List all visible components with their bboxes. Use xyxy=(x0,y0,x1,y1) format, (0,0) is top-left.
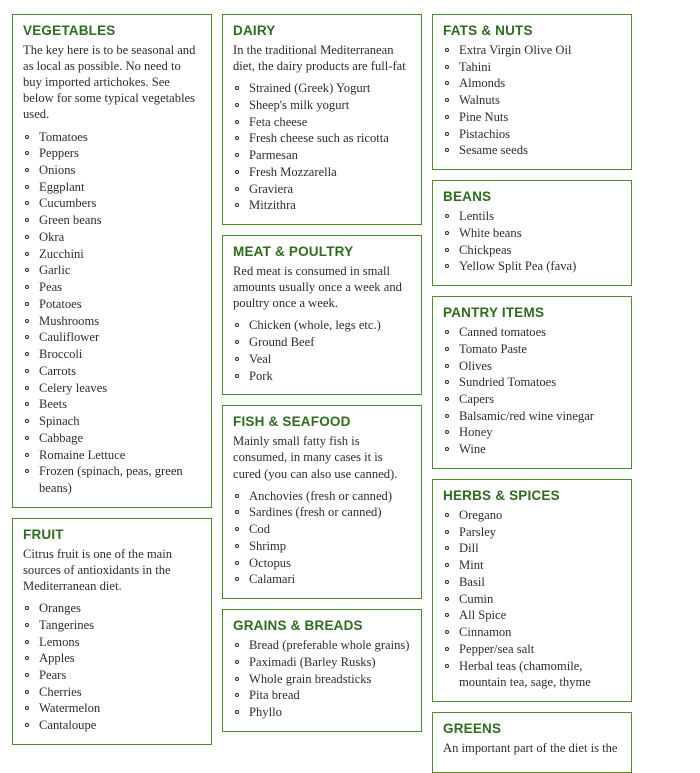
list-item: Canned tomatoes xyxy=(443,324,621,341)
section-title: MEAT & POULTRY xyxy=(233,244,354,260)
section-list xyxy=(443,507,621,691)
list-item: Watermelon xyxy=(23,700,201,717)
list-item: Okra xyxy=(23,229,201,246)
list-item: Parmesan xyxy=(233,147,411,164)
list-item: Fresh cheese such as ricotta xyxy=(233,130,411,147)
list-item: Carrots xyxy=(23,363,201,380)
list-item: Zucchini xyxy=(23,246,201,263)
list-item: Tomato Paste xyxy=(443,341,621,358)
list-item: Pita bread xyxy=(233,687,411,704)
list-item: Oregano xyxy=(443,507,621,524)
list-item: Pears xyxy=(23,667,201,684)
list-item: Dill xyxy=(443,540,621,557)
section-list xyxy=(23,600,201,734)
section-pantry-items xyxy=(432,296,632,469)
list-item: Shrimp xyxy=(233,538,411,555)
list-item: Tahini xyxy=(443,59,621,76)
section-beans xyxy=(432,180,632,286)
section-title: DAIRY xyxy=(233,23,276,38)
list-item: Capers xyxy=(443,391,621,408)
column-3 xyxy=(432,14,632,756)
list-item: Pine Nuts xyxy=(443,109,621,126)
section-meat-poultry xyxy=(222,235,422,395)
section-title: FISH & SEAFOOD xyxy=(233,414,351,430)
list-item: Olives xyxy=(443,358,621,375)
list-item: Cinnamon xyxy=(443,624,621,641)
list-item: Anchovies (fresh or canned) xyxy=(233,488,411,505)
column-1 xyxy=(12,14,212,733)
list-item: Potatoes xyxy=(23,296,201,313)
list-item: Calamari xyxy=(233,571,411,588)
list-item: Whole grain breadsticks xyxy=(233,671,411,688)
section-title: FRUIT xyxy=(23,526,64,542)
list-item: Honey xyxy=(443,424,621,441)
list-item: Spinach xyxy=(23,413,201,430)
list-item: Almonds xyxy=(443,75,621,92)
list-item: Ground Beef xyxy=(233,334,411,351)
list-item: Extra Virgin Olive Oil xyxy=(443,42,621,59)
section-title: GRAINS & BREADS xyxy=(233,618,363,634)
list-item: Peppers xyxy=(23,145,201,162)
section-list xyxy=(233,637,411,721)
section-grains-breads xyxy=(222,609,422,732)
section-intro: In the traditional Mediterranean diet, the dairy products are full-fat xyxy=(233,43,406,74)
section-title: BEANS xyxy=(443,189,492,205)
list-item: Tomatoes xyxy=(23,129,201,146)
list-item: Oranges xyxy=(23,600,201,617)
list-item: Eggplant xyxy=(23,179,201,196)
list-item: Parsley xyxy=(443,524,621,541)
list-item: Green beans xyxy=(23,212,201,229)
section-list xyxy=(233,80,411,214)
section-dairy xyxy=(222,14,422,225)
list-item: Pistachios xyxy=(443,126,621,143)
section-fruit xyxy=(12,518,212,745)
list-item: Pork xyxy=(233,368,411,385)
list-item: Mitzithra xyxy=(233,197,411,214)
section-title: PANTRY ITEMS xyxy=(443,305,545,321)
list-item: Paximadi (Barley Rusks) xyxy=(233,654,411,671)
list-item: Wine xyxy=(443,441,621,458)
list-item: Mushrooms xyxy=(23,313,201,330)
section-herbs-spices xyxy=(432,479,632,702)
list-item: Broccoli xyxy=(23,346,201,363)
list-item: Apples xyxy=(23,650,201,667)
list-item: Fresh Mozzarella xyxy=(233,164,411,181)
list-item: Cauliflower xyxy=(23,329,201,346)
column-2 xyxy=(222,14,422,720)
list-item: Cod xyxy=(233,521,411,538)
list-item: Onions xyxy=(23,162,201,179)
list-item: Herbal teas (chamomile, mountain tea, sage, thyme xyxy=(443,658,621,691)
list-item: Lentils xyxy=(443,208,621,225)
list-item: Chickpeas xyxy=(443,242,621,259)
section-greens xyxy=(432,712,632,773)
list-item: Beets xyxy=(23,396,201,413)
section-intro: The key here is to be seasonal and as local as possible. No need to buy imported artichokes. See below for some typical vegetables used. xyxy=(23,43,196,122)
list-item: Mint xyxy=(443,557,621,574)
list-item: Cucumbers xyxy=(23,195,201,212)
list-item: Phyllo xyxy=(233,704,411,721)
list-item: Octopus xyxy=(233,555,411,572)
section-title: VEGETABLES xyxy=(23,23,116,38)
section-list xyxy=(233,488,411,588)
list-item: Veal xyxy=(233,351,411,368)
section-intro: An important part of the diet is the xyxy=(443,741,618,756)
list-item: Romaine Lettuce xyxy=(23,447,201,464)
list-item: Sheep's milk yogurt xyxy=(233,97,411,114)
section-intro: Red meat is consumed in small amounts usually once a week and poultry once a week. xyxy=(233,264,402,311)
list-item: Peas xyxy=(23,279,201,296)
list-item: All Spice xyxy=(443,607,621,624)
section-list xyxy=(23,129,201,497)
list-item: Walnuts xyxy=(443,92,621,109)
section-vegetables xyxy=(12,14,212,508)
list-item: Graviera xyxy=(233,181,411,198)
list-item: Yellow Split Pea (fava) xyxy=(443,258,621,275)
section-list xyxy=(443,208,621,275)
list-item: Cabbage xyxy=(23,430,201,447)
list-item: White beans xyxy=(443,225,621,242)
section-title: GREENS xyxy=(443,721,502,737)
list-item: Garlic xyxy=(23,262,201,279)
list-item: Cantaloupe xyxy=(23,717,201,734)
section-intro: Mainly small fatty fish is consumed, in many cases it is cured (you can also use canned). xyxy=(233,434,398,481)
list-item: Pepper/sea salt xyxy=(443,641,621,658)
section-fats-nuts xyxy=(432,14,632,170)
list-item: Strained (Greek) Yogurt xyxy=(233,80,411,97)
list-item: Celery leaves xyxy=(23,380,201,397)
list-item: Sardines (fresh or canned) xyxy=(233,504,411,521)
list-item: Feta cheese xyxy=(233,114,411,131)
list-item: Bread (preferable whole grains) xyxy=(233,637,411,654)
list-item: Tangerines xyxy=(23,617,201,634)
section-intro: Citrus fruit is one of the main sources of antioxidants in the Mediterranean diet. xyxy=(23,546,173,593)
section-list xyxy=(443,42,621,159)
list-item: Cumin xyxy=(443,591,621,608)
list-item: Cherries xyxy=(23,684,201,701)
list-item: Lemons xyxy=(23,634,201,651)
list-item: Chicken (whole, legs etc.) xyxy=(233,317,411,334)
list-item: Frozen (spinach, peas, green beans) xyxy=(23,463,201,496)
section-fish-seafood xyxy=(222,405,422,599)
list-item: Sundried Tomatoes xyxy=(443,374,621,391)
section-list xyxy=(443,324,621,458)
list-item: Sesame seeds xyxy=(443,142,621,159)
section-title: HERBS & SPICES xyxy=(443,487,560,503)
list-item: Balsamic/red wine vinegar xyxy=(443,408,621,425)
section-list xyxy=(233,317,411,384)
list-item: Basil xyxy=(443,574,621,591)
section-title: FATS & NUTS xyxy=(443,23,533,38)
